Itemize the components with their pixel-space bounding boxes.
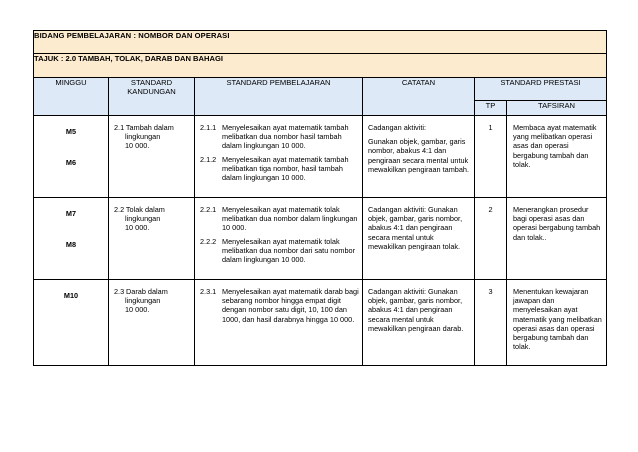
minggu-cell [34,116,109,198]
tafsiran-cell: Menerangkan prosedur bagi operasi asas dan operasi bergabung tambah dan tolak.. [507,198,607,280]
header-catatan: CATATAN [363,78,475,116]
sk-continuation: lingkungan [125,132,161,142]
sk-continuation: 10 000. [125,223,150,233]
week-label: M6 [65,158,77,168]
sk-title: Darab dalam [126,287,168,296]
standard-pembelajaran-cell [195,116,363,198]
dskp-table [33,30,607,366]
catatan-cell [363,198,475,280]
standard-pembelajaran-cell [195,280,363,366]
standard-kandungan-cell [109,116,195,198]
minggu-cell [34,280,109,366]
table-row [34,116,607,198]
header-tafsiran: TAFSIRAN [507,101,607,116]
sp-item [200,123,359,151]
header-standard-kandungan [109,78,195,116]
sk-title: Tambah dalam [125,123,174,132]
week-label: M7 [65,209,77,218]
catatan-text: Cadangan aktiviti: [368,123,427,132]
sp-number: 2.1.1 [200,123,217,132]
sp-number: 2.2.2 [200,236,217,246]
sp-number: 2.3.1 [200,287,217,296]
sp-text: Menyelesaikan ayat matematik tolak melibatkan dua nombor dari satu nombor dalam lingkungan 10 000. [222,236,356,265]
sk-title: Tolak dalam [125,205,165,214]
tafsiran-cell: Membaca ayat matematik yang melibatkan operasi asas dan operasi bergabung tambah dan tolak. [507,116,607,198]
table-row [34,280,607,366]
tp-cell: 2 [475,198,507,280]
catatan-text: Cadangan aktiviti: Gunakan objek, gambar, garis nombor, abakus 4:1 dan pengiraan secara mental untuk mewakilkan pengiraan darab. [368,287,464,333]
catatan-cell [363,280,475,366]
catatan-text: Cadangan aktiviti: Gunakan objek, gambar, garis nombor, abakus 4:1 dan pengiraan secara mental untuk mewakilkan pengiraan tolak. [368,205,463,251]
standard-kandungan-cell [109,280,195,366]
bidang-pembelajaran: BIDANG PEMBELAJARAN : NOMBOR DAN OPERASI [34,31,607,54]
sp-item [200,287,359,324]
sk-continuation: lingkungan [125,214,161,224]
catatan-text: Gunakan objek, gambar, garis nombor, abakus 4:1 dan pengiraan secara mental untuk mewakilkan pengiraan tambah. [368,137,469,174]
standard-pembelajaran-cell [195,198,363,280]
header-row-1 [34,78,607,101]
catatan-cell [363,116,475,198]
week-label: M10 [63,291,79,300]
sp-text: Menyelesaikan ayat matematik tambah melibatkan dua nombor hasil tambah dalam lingkungan 10 000. [222,123,349,151]
header-standard-prestasi: STANDARD PRESTASI [475,78,607,101]
sp-text: Menyelesaikan ayat matematik tolak melibatkan dua nombor dalam lingkungan 10 000. [222,205,358,233]
bidang-row [34,31,607,54]
sk-continuation: lingkungan [125,296,161,306]
standard-kandungan-cell [109,198,195,280]
sp-text: Menyelesaikan ayat matematik darab bagi sebarang nombor hingga empat digit dengan nombor satu digit, 10, 100 dan 1000, dan hasil darabnya hingga 10 000. [222,287,359,324]
tp-cell: 1 [475,116,507,198]
sp-item [200,237,359,265]
sk-number: 2.1 [114,123,125,132]
header-standard-pembelajaran: STANDARD PEMBELAJARAN [195,78,363,116]
sp-item [200,205,359,233]
tp-cell: 3 [475,280,507,366]
header-minggu: MINGGU [34,78,109,116]
week-label: M8 [65,240,77,250]
sp-item [200,155,359,183]
sp-text: Menyelesaikan ayat matematik tambah melibatkan tiga nombor, hasil tambah dalam lingkungan 10 000. [222,154,349,183]
minggu-cell [34,198,109,280]
sp-number: 2.2.1 [200,205,217,214]
tajuk-row [34,54,607,78]
sk-number: 2.3 [114,287,125,296]
week-label: M5 [65,127,77,136]
tafsiran-cell: Menentukan kewajaran jawapan dan menyelesaikan ayat matematik yang melibatkan operasi asas dan operasi bergabung tambah dan tolak. [507,280,607,366]
sk-continuation: 10 000. [125,141,150,151]
table-row [34,198,607,280]
sk-number: 2.2 [114,205,125,214]
header-standard-kandungan-text: STANDARD KANDUNGAN [127,78,176,96]
sk-continuation: 10 000. [125,305,150,315]
tajuk: TAJUK : 2.0 TAMBAH, TOLAK, DARAB DAN BAHAGI [34,54,607,78]
header-tp: TP [475,101,507,116]
sp-number: 2.1.2 [200,154,217,164]
